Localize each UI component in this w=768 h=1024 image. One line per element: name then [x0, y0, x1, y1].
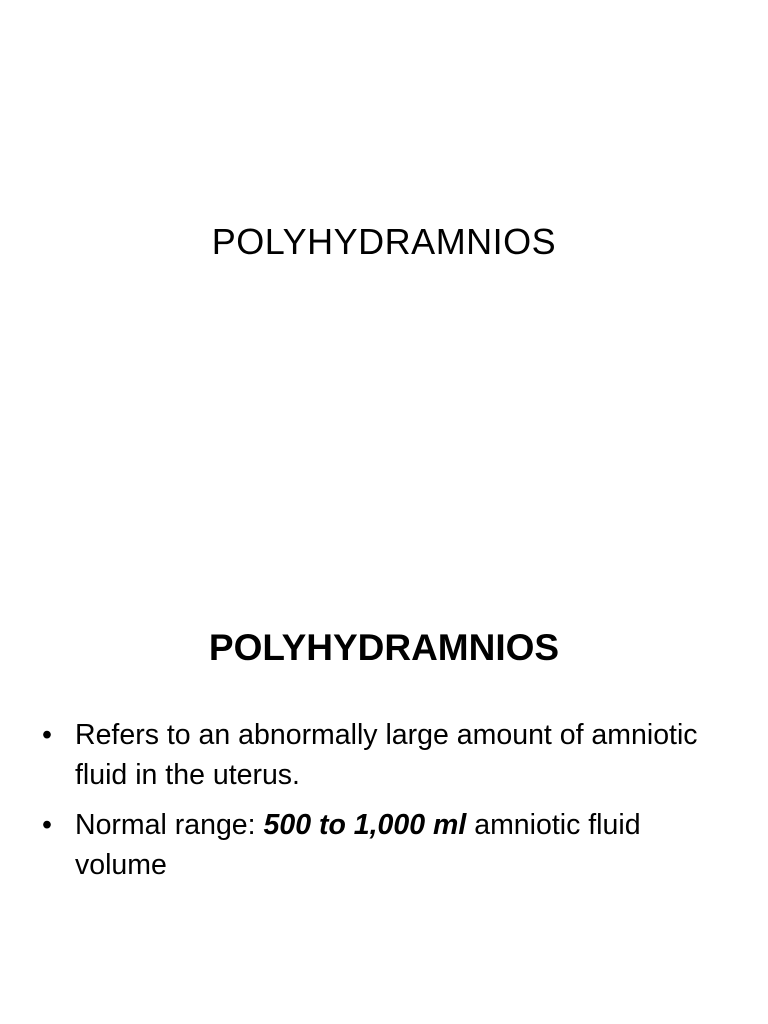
slide-2 [0, 512, 768, 1024]
bullet-text-emphasis: 500 to 1,000 ml [263, 809, 467, 841]
bullet-text-definition: Refers to an abnormally large amount of amniotic fluid in the uterus. [75, 719, 698, 791]
slide-2-title: POLYHYDRAMNIOS [208, 627, 560, 668]
slide-1-title: POLYHYDRAMNIOS [211, 221, 557, 262]
bullet-item-definition [42, 715, 732, 795]
bullet-list [42, 715, 732, 895]
bullet-dot-icon: • [42, 719, 52, 751]
bullet-text-suffix: amniotic fluid volume [75, 809, 641, 881]
bullet-text-prefix: Normal range: [75, 809, 264, 841]
bullet-item-normal-range [42, 805, 732, 885]
bullet-dot-icon: • [42, 809, 52, 841]
